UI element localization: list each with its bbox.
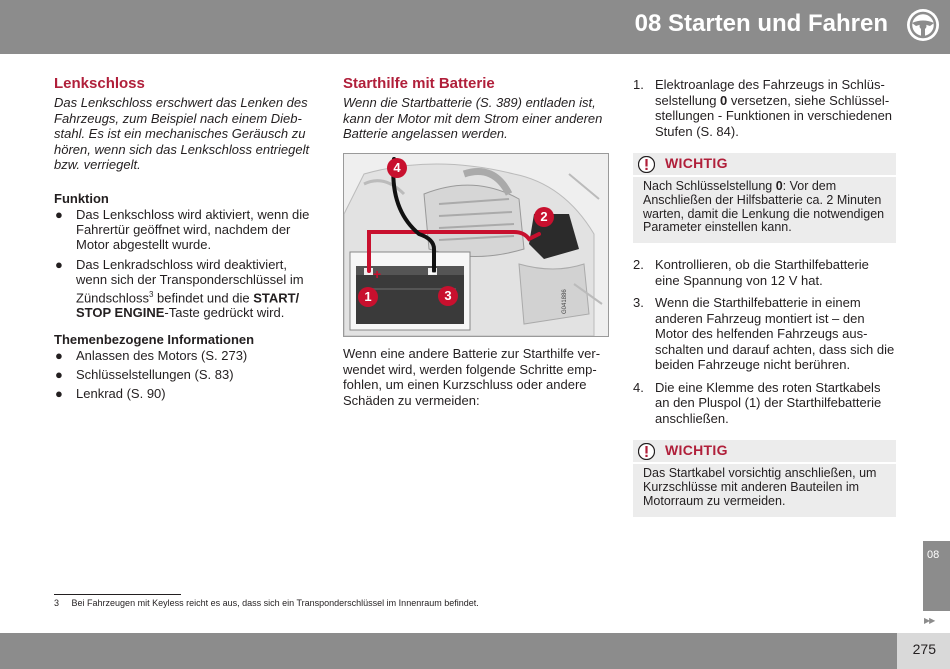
bullet-icon: ● — [55, 347, 63, 363]
page-number: 275 — [912, 641, 936, 657]
section-heading-lenkschloss: Lenkschloss — [54, 75, 145, 92]
bullet-icon: ● — [55, 366, 63, 382]
button-name: START/ STOP ENGINE — [76, 289, 300, 320]
bullet-icon: ● — [55, 385, 63, 401]
column-steps — [633, 77, 896, 517]
chapter-tab[interactable] — [923, 541, 950, 611]
related-link[interactable]: ● Schlüsselstellungen (S. 83) — [55, 366, 234, 382]
plus-terminal-label: + — [373, 266, 382, 282]
next-page-arrows-icon[interactable]: ▶▶ — [924, 616, 935, 625]
funktion-heading: Funktion — [54, 190, 109, 206]
footnote — [54, 598, 479, 608]
warning-header — [633, 440, 896, 464]
list-item: ● Das Lenkschloss wird aktiviert, wenn die Fahrertür geöffnet wird, nachdem der Motor abgestellt wurde. — [55, 206, 310, 252]
footer-bar — [0, 633, 950, 669]
callout-3: 3 — [438, 286, 458, 306]
header-bar — [0, 0, 950, 54]
bullet-icon: ● — [55, 256, 63, 272]
warning-box — [633, 440, 896, 516]
column-steering-lock — [54, 75, 312, 401]
footnote-divider — [54, 594, 181, 595]
chapter-title: 08 Starten und Fahren — [634, 10, 888, 37]
jump-start-illustration — [343, 153, 609, 337]
step-item: 2. Kontrollieren, ob die Starthilfebatterie eine Spannung von 12 V hat. — [633, 257, 869, 288]
list-item: ● Das Lenkradschloss wird deaktiviert, wenn sich der Transponderschlüssel im Zündschloss$^3$ befindet und die START/ STOP ENGINE-Taste gedrückt wird. — [55, 256, 304, 320]
callout-1: 1 — [358, 287, 378, 307]
starthilfe-body: Wenn eine andere Batterie zur Starthilfe verwendet wird, werden folgende Schritte empfohlen, um einen Kurzschluss oder andere Schäden zu vermeiden: — [343, 346, 601, 408]
footnote-ref: 3 — [148, 289, 154, 299]
step-item: 4. Die eine Klemme des roten Startkabels an den Pluspol (1) der Starthilfebatterie anschließen. — [633, 379, 882, 426]
warning-title: WICHTIG — [665, 155, 728, 171]
footnote-number: 3 — [54, 598, 60, 608]
warning-icon — [638, 443, 655, 460]
steering-wheel-icon — [906, 8, 940, 42]
related-link[interactable]: ● Lenkrad (S. 90) — [55, 385, 166, 401]
step-item: 1. Elektroanlage des Fahrzeugs in Schlüsselstellung 0 versetzen, siehe Schlüsselstellungen - Funktionen in verschiedenen Stufen (S. 84). — [633, 77, 893, 139]
section-heading-starthilfe: Starthilfe mit Batterie — [343, 75, 495, 92]
warning-text: Nach Schlüsselstellung 0: Vor dem Anschließen der Hilfsbatterie ca. 2 Minuten warten, damit die Lenkung die notwendigen Parameter einstellen kann. — [643, 179, 885, 235]
figure-code: G041886 — [562, 289, 568, 314]
minus-terminal-label: − — [429, 266, 437, 280]
lenkschloss-intro: Das Lenkschloss erschwert das Lenken des Fahrzeugs, zum Beispiel nach einem Diebstahl. Es ist ein mechanisches Geräusch zu hören, wenn sich das Lenkschloss entriegelt bzw. verriegelt. — [54, 95, 310, 172]
warning-icon — [638, 156, 655, 173]
warning-title: WICHTIG — [665, 442, 728, 459]
column-jump-start — [343, 75, 607, 142]
chapter-tab-label: 08 — [927, 549, 940, 561]
warning-header — [633, 153, 896, 177]
step-item: 3. Wenn die Starthilfebatterie in einem anderen Fahrzeug montiert ist – den Motor des helfenden Fahrzeugs ausschalten und darauf achten, dass sich die beiden Fahrzeuge nicht berühren. — [633, 295, 895, 373]
engine-bay-drawing — [344, 154, 608, 336]
related-heading: Themenbezogene Informationen — [54, 331, 255, 347]
footnote-text: Bei Fahrzeugen mit Keyless reicht es aus, dass sich ein Transponderschlüssel im Innenraum befindet. — [71, 598, 479, 608]
warning-text: Das Startkabel vorsichtig anschließen, um Kurzschlüsse mit anderen Bauteilen im Motorraum zu vermeiden. — [643, 466, 877, 508]
page-number-box — [897, 633, 950, 669]
callout-2: 2 — [534, 207, 554, 227]
related-link[interactable]: ● Anlassen des Motors (S. 273) — [55, 347, 248, 363]
callout-4: 4 — [387, 158, 407, 178]
warning-box — [633, 153, 896, 243]
starthilfe-intro: Wenn die Startbatterie (S. 389) entladen ist, kann der Motor mit dem Strom einer anderen Batterie angelassen werden. — [343, 95, 603, 141]
bullet-icon: ● — [55, 206, 63, 222]
